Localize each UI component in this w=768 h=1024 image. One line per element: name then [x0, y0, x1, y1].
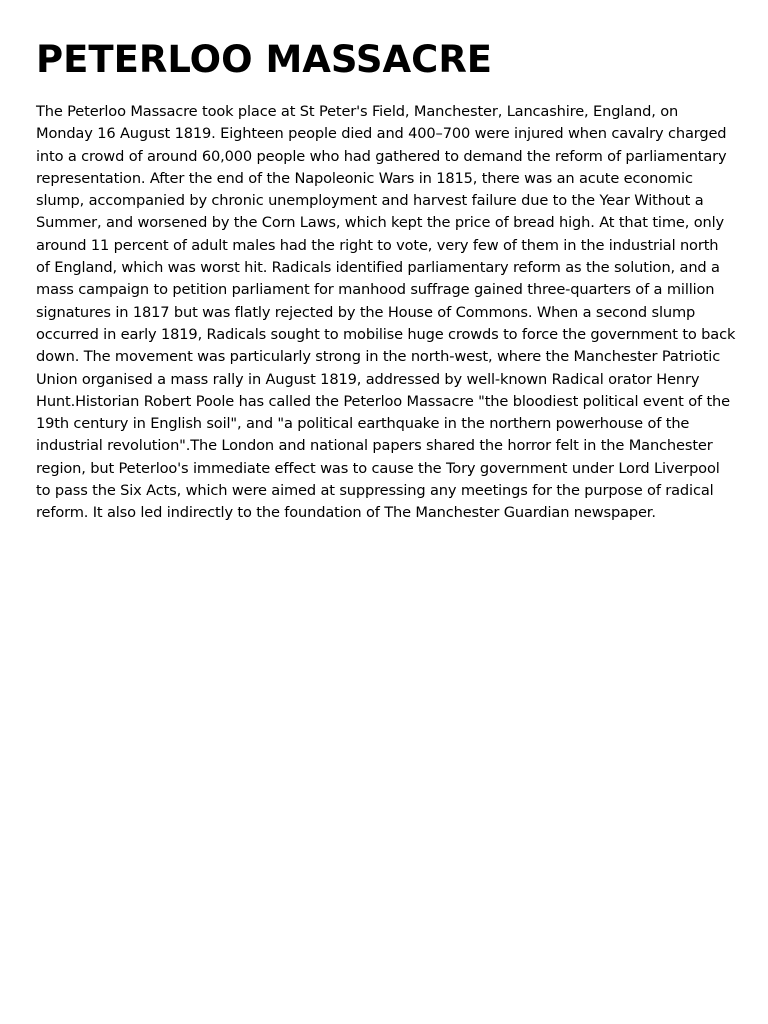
page-title: PETERLOO MASSACRE [36, 38, 493, 81]
document-page [36, 34, 736, 525]
article-paragraph: The Peterloo Massacre took place at St Peter's Field, Manchester, Lancashire, England, on Monday 16 August 1819. Eighteen people died and 400–700 were injured when cavalry charged into a crowd of around 60,000 people who had gathered to demand the reform of parliamentary representation. After the end of the Napoleonic Wars in 1815, there was an acute economic slump, accompanied by chronic unemployment and harvest failure due to the Year Without a Summer, and worsened by the Corn Laws, which kept the price of bread high. At that time, only around 11 percent of adult males had the right to vote, very few of them in the industrial north of England, which was worst hit. Radicals identified parliamentary reform as the solution, and a mass campaign to petition parliament for manhood suffrage gained three-quarters of a million signatures in 1817 but was flatly rejected by the House of Commons. When a second slump occurred in early 1819, Radicals sought to mobilise huge crowds to force the government to back down. The movement was particularly strong in the north-west, where the Manchester Patriotic Union organised a mass rally in August 1819, addressed by well-known Radical orator Henry Hunt.Historian Robert Poole has called the Peterloo Massacre "the bloodiest political event of the 19th century in English soil", and "a political earthquake in the northern powerhouse of the industrial revolution".The London and national papers shared the horror felt in the Manchester region, but Peterloo's immediate effect was to cause the Tory government under Lord Liverpool to pass the Six Acts, which were aimed at suppressing any meetings for the purpose of radical reform. It also led indirectly to the foundation of The Manchester Guardian newspaper. [36, 103, 736, 522]
